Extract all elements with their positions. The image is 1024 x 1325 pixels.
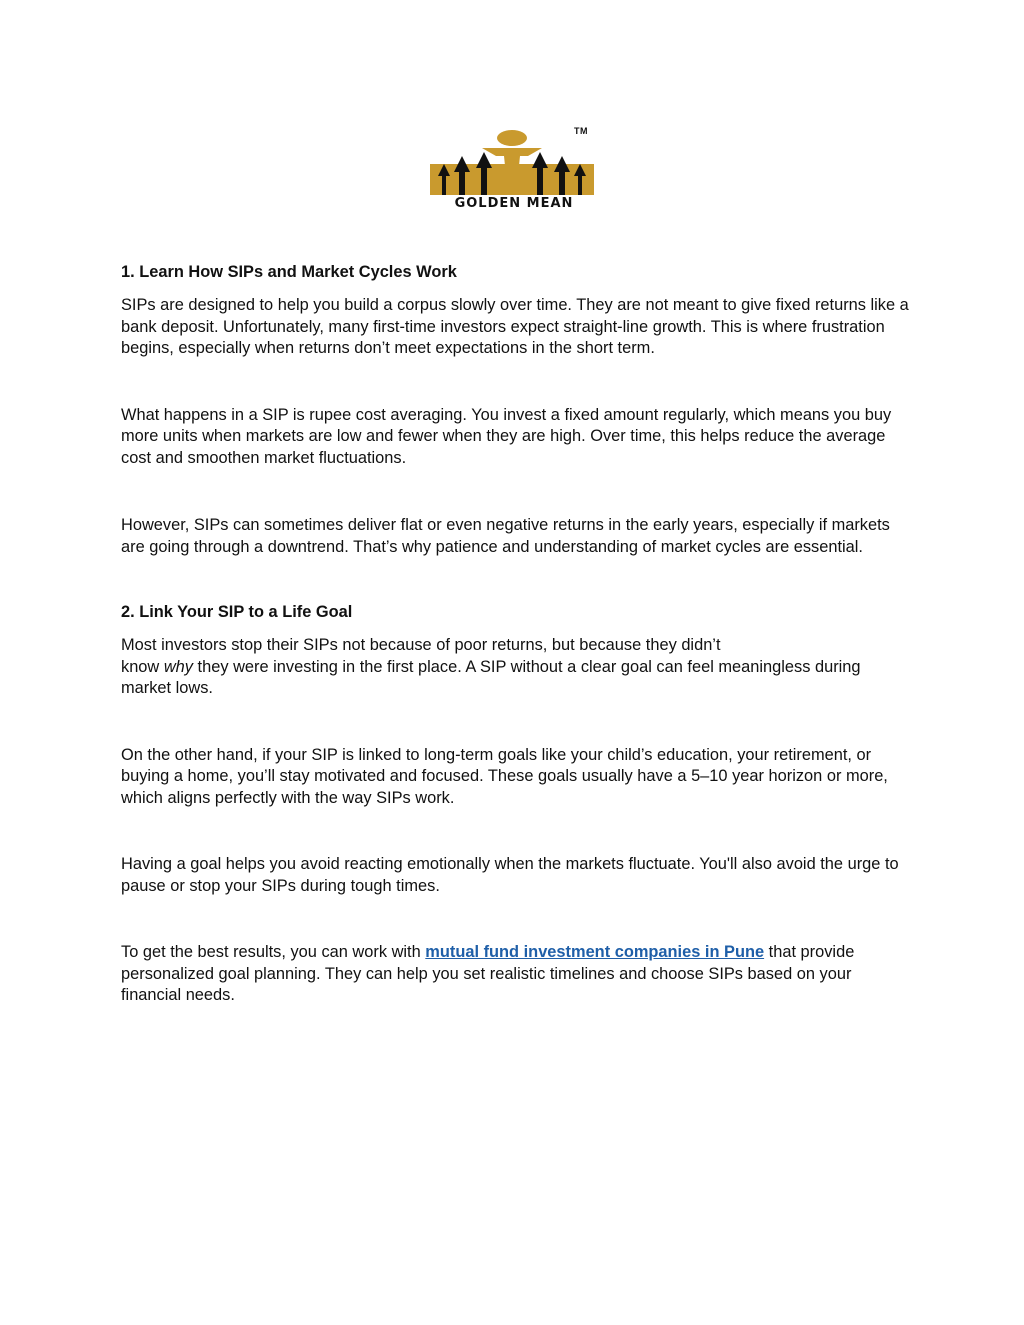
- paragraph-text: know: [121, 657, 160, 676]
- section-1-paragraph-1: SIPs are designed to help you build a corpus slowly over time. They are not meant to give fixed returns like a bank deposit. Unfortunately, many first-time investors expect straight-line growth. This is where frustration begins, especially when returns don’t meet expectations in the short term.: [121, 296, 909, 357]
- paragraph-text: that provide personalized goal planning. They can help you set realistic timelines and choose SIPs based on your financial needs.: [121, 943, 855, 1004]
- section-2-heading: 2. Link Your SIP to a Life Goal: [121, 603, 353, 621]
- brand-text: GOLDEN MEAN: [454, 196, 574, 211]
- document-body: [121, 262, 911, 1007]
- section-1-heading: 1. Learn How SIPs and Market Cycles Work: [121, 263, 457, 281]
- section-2-paragraph-1: [121, 635, 911, 700]
- section-1-paragraph-2: What happens in a SIP is rupee cost averaging. You invest a fixed amount regularly, which means you buy more units when markets are low and fewer when they are high. Over time, this helps reduce the average cost and smoothen market fluctuations.: [121, 405, 892, 467]
- golden-mean-logo: [424, 126, 600, 214]
- section-2-paragraph-4: [121, 942, 911, 1007]
- section-2-paragraph-2: On the other hand, if your SIP is linked to long-term goals like your child’s education, your retirement, or buying a home, you’ll stay motivated and focused. These goals usually have a 5–10 year horizon or more, which aligns perfectly with the way SIPs work.: [121, 745, 888, 807]
- paragraph-text: Most investors stop their SIPs not because of poor returns, but because they didn’t: [121, 636, 721, 654]
- paragraph-text: they were investing in the first place. A SIP without a clear goal can feel meaningless during market lows.: [121, 657, 861, 697]
- section-1-paragraph-3: However, SIPs can sometimes deliver flat or even negative returns in the early years, especially if markets are going through a downtrend. That’s why patience and understanding of market cycles are essential.: [121, 516, 890, 556]
- mutual-fund-companies-link[interactable]: mutual fund investment companies in Pune: [425, 943, 765, 961]
- emphasis-why: why: [163, 657, 193, 676]
- trademark-mark: TM: [574, 126, 588, 136]
- paragraph-text: To get the best results, you can work with: [121, 943, 421, 961]
- section-2-paragraph-3: Having a goal helps you avoid reacting emotionally when the markets fluctuate. You'll also avoid the urge to pause or stop your SIPs during tough times.: [121, 855, 899, 895]
